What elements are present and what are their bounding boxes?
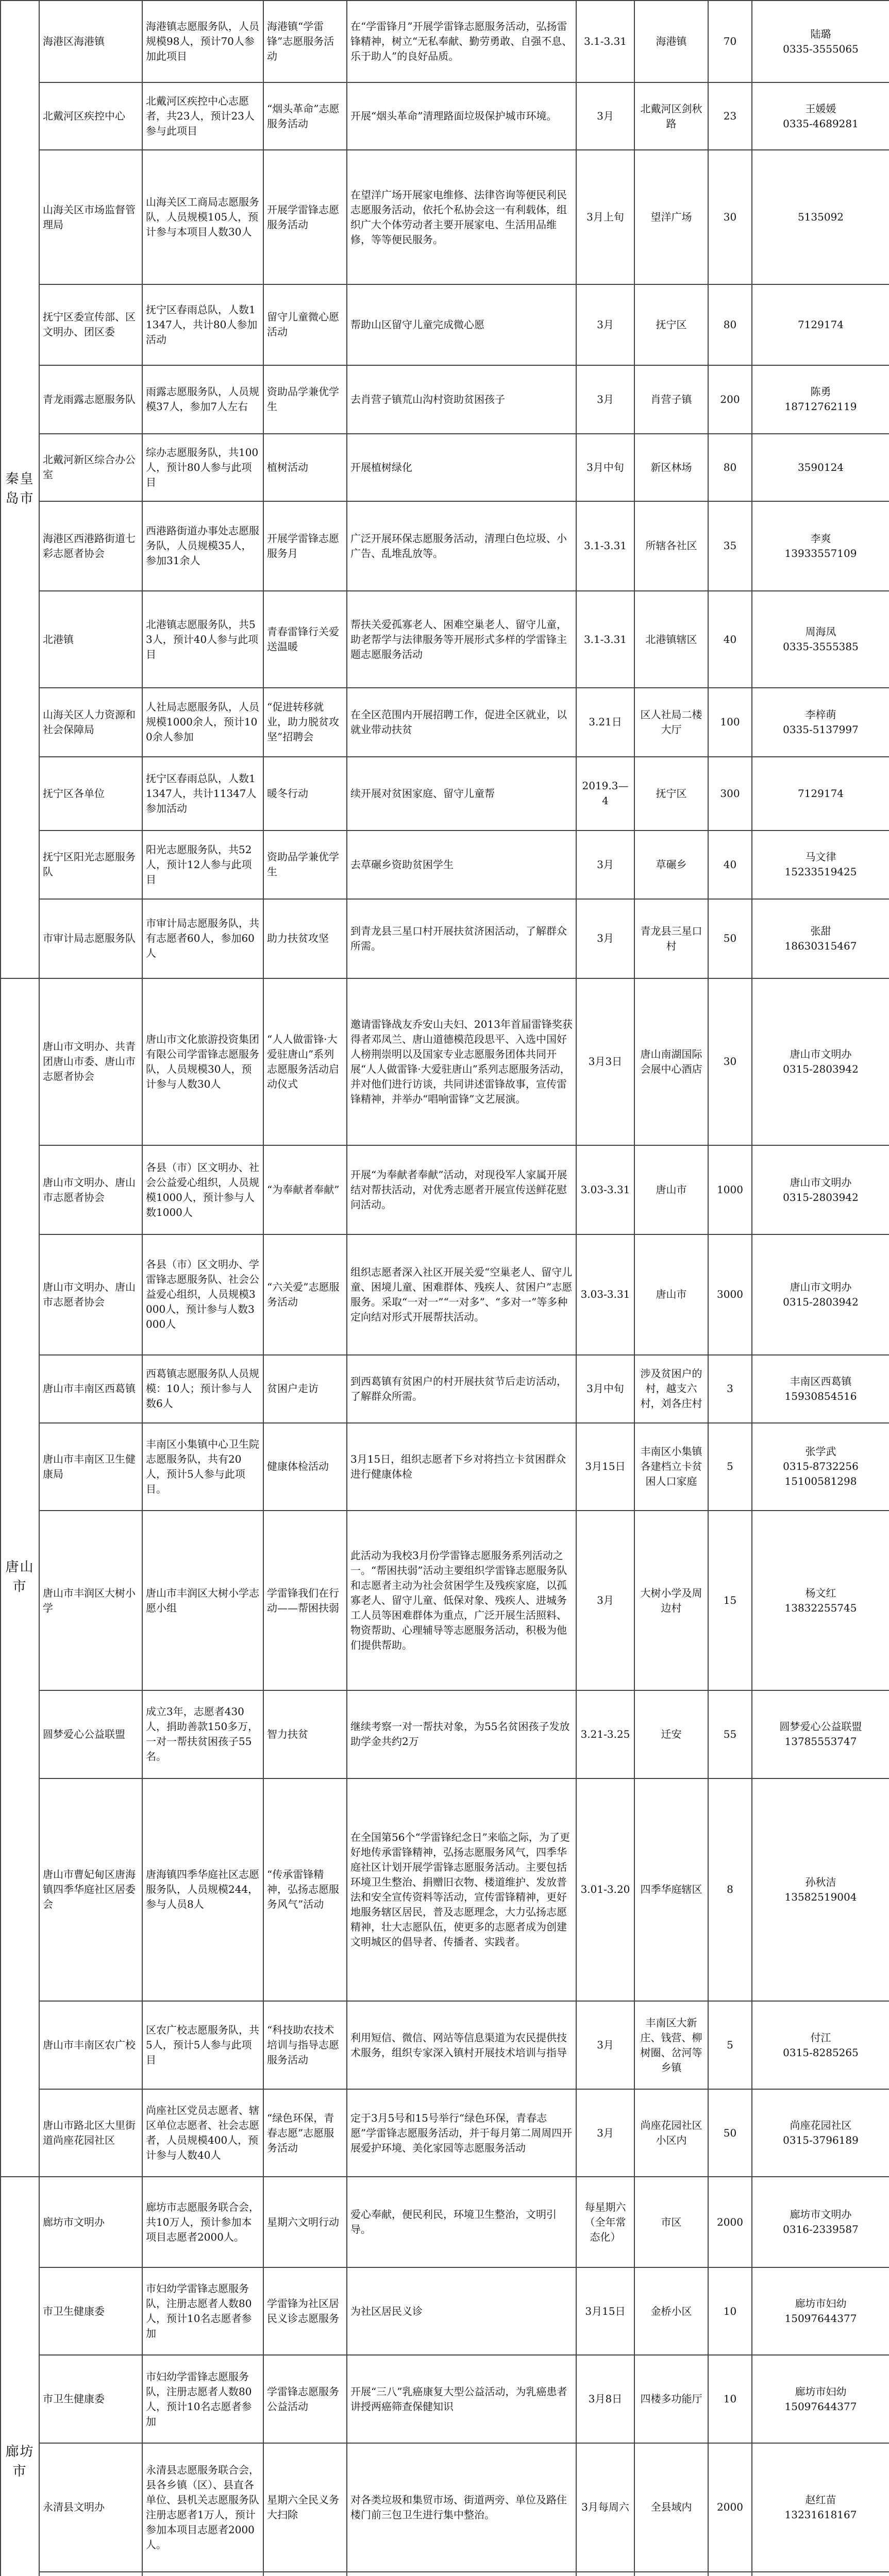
table-row xyxy=(1,1145,889,1234)
content-cell: 广泛开展环保志愿服务活动，清理白色垃圾、小广告、乱堆乱放等。 xyxy=(347,501,576,591)
contact-cell: 周海凤 0335-3555385 xyxy=(752,591,889,688)
time-cell: 3.03-3.31 xyxy=(576,1234,634,1355)
project-cell: “为奉献者奉献” xyxy=(263,1145,347,1234)
team-cell: 综办志愿服务队，共100人，预计80人参与此项目 xyxy=(142,434,263,501)
count-cell: 35 xyxy=(708,501,752,591)
time-cell: 3月 xyxy=(576,2001,634,2089)
table-row xyxy=(1,2443,889,2572)
content-cell: 开展植树绿化 xyxy=(347,434,576,501)
table-row xyxy=(1,2267,889,2355)
contact-cell: 杨文红 13832255745 xyxy=(752,1511,889,1690)
team-cell: 廊坊市志愿服务联合会，共10万人，预计参加本项目志愿者2000人。 xyxy=(142,2177,263,2267)
count-cell: 2000 xyxy=(708,2177,752,2267)
table-row xyxy=(1,1234,889,1355)
content-cell: 帮扶关爱孤寡老人、困难空巢老人、留守儿童，助老帮学与法律服务等开展形式多样的学雷锋主题志愿服务活动 xyxy=(347,591,576,688)
table-row xyxy=(1,978,889,1145)
count-cell: 5 xyxy=(708,1423,752,1511)
table-row xyxy=(1,150,889,284)
count-cell: 2000 xyxy=(708,2443,752,2572)
count-cell: 10 xyxy=(708,2355,752,2443)
content-cell: 爱心奉献，便民利民，环境卫生整治，文明引导。 xyxy=(347,2177,576,2267)
table-row xyxy=(1,82,889,150)
content-cell: 对各类垃圾和集贸市场、街道两旁、单位及路住楼门前三包卫生进行集中整治。 xyxy=(347,2443,576,2572)
count-cell: 50 xyxy=(708,2089,752,2177)
contact-cell: 唐山市文明办 0315-2803942 xyxy=(752,1145,889,1234)
content-cell: 定于3月5号和15号举行“绿色环保，青春志愿”学雷锋志愿服务活动，并于每月第二周周四开展爱护环境、美化家园等志愿服务活动 xyxy=(347,2089,576,2177)
contact-cell: 廊坊市妇幼 15097644377 xyxy=(752,2355,889,2443)
time-cell: 3月15日 xyxy=(576,1423,634,1511)
project-cell: 暖冬行动 xyxy=(263,757,347,831)
unit-cell: 圆梦爱心公益联盟 xyxy=(39,1690,142,1778)
place-cell: 丰南区大新庄、钱营、柳树圈、岔河等乡镇 xyxy=(634,2001,708,2089)
count-cell: 23 xyxy=(708,82,752,150)
city-cell: 秦皇岛市 xyxy=(1,1,39,978)
time-cell: 3月中旬 xyxy=(576,434,634,501)
place-cell: 唐山市 xyxy=(634,1234,708,1355)
count-cell: 40 xyxy=(708,831,752,899)
contact-cell: 尚座花园社区 0315-3796189 xyxy=(752,2089,889,2177)
time-cell: 3月 xyxy=(576,365,634,434)
table-row xyxy=(1,2001,889,2089)
project-cell: 开展学雷锋志愿服务月 xyxy=(263,501,347,591)
content-cell: 帮助山区留守儿童完成微心愿 xyxy=(347,284,576,365)
time-cell: 3月 xyxy=(576,284,634,365)
project-cell: 贫困户走访 xyxy=(263,1355,347,1423)
unit-cell: 廊坊市文明办 xyxy=(39,2177,142,2267)
project-cell: 学雷锋为社区居民义诊志愿服务 xyxy=(263,2267,347,2355)
table-row xyxy=(1,1690,889,1778)
team-cell: 阳光志愿服务队，共52人，预计12人参与此项目 xyxy=(142,831,263,899)
team-cell: 雨露志愿服务队，人员规模37人，参加7人左右 xyxy=(142,365,263,434)
count-cell: 200 xyxy=(708,365,752,434)
content-cell: 到青龙县三星口村开展扶贫济困活动，了解群众所需。 xyxy=(347,899,576,978)
time-cell: 3月8日 xyxy=(576,2355,634,2443)
unit-cell: 北港镇 xyxy=(39,591,142,688)
project-cell: 海港镇“学雷锋”志愿服务活动 xyxy=(263,1,347,82)
team-cell: 区农广校志愿服务队，共5人，预计5人参与此项目 xyxy=(142,2001,263,2089)
project-cell: “烟头革命”志愿服务活动 xyxy=(263,82,347,150)
time-cell: 3月 xyxy=(576,82,634,150)
table-row xyxy=(1,688,889,756)
project-cell: 助力扶贫攻坚 xyxy=(263,899,347,978)
place-cell: 青龙县三星口村 xyxy=(634,899,708,978)
count-cell: 80 xyxy=(708,284,752,365)
unit-cell: 唐山市文明办、唐山市志愿者协会 xyxy=(39,1234,142,1355)
content-cell: 此活动为我校3月份学雷锋志愿服务系列活动之一。“帮困扶弱”活动主要组织学雷锋志愿服务队和志愿者主动为社会贫困学生及残疾家庭，以孤寡老人、留守儿童、低保对象、残疾人、进城务工人员等困难群体为重点，广泛开展生活照料、物资帮助、心理辅导等志愿服务活动，积极为他们提供帮助。 xyxy=(347,1511,576,1690)
table-row xyxy=(1,365,889,434)
team-cell: 唐山市文化旅游投资集团有限公司学雷锋志愿服务队，人员规模30人，预计参与人数30人 xyxy=(142,978,263,1145)
count-cell: 10 xyxy=(708,2267,752,2355)
content-cell: 为社区居民义诊 xyxy=(347,2267,576,2355)
project-cell: 资助品学兼优学生 xyxy=(263,365,347,434)
table-row xyxy=(1,757,889,831)
contact-cell: 唐山市文明办 0315-2803942 xyxy=(752,978,889,1145)
contact-cell: 丰南区西葛镇 15930854516 xyxy=(752,1355,889,1423)
content-cell: 到西葛镇有贫困户的村开展扶贫节后走访活动，了解群众所需。 xyxy=(347,1355,576,1423)
unit-cell: 唐山市丰南区农广校 xyxy=(39,2001,142,2089)
project-cell: 留守儿童微心愿活动 xyxy=(263,284,347,365)
content-cell: 在望洋广场开展家电维修、法律咨询等便民利民志愿服务活动，依托个私协会这一有利载体，组织广大个体劳动者主要开展家电、生活用品维修，等等便民服务。 xyxy=(347,150,576,284)
place-cell: 唐山南湖国际会展中心酒店 xyxy=(634,978,708,1145)
project-cell: “促进转移就业，助力脱贫攻坚”招聘会 xyxy=(263,688,347,756)
count-cell: 1000 xyxy=(708,1145,752,1234)
time-cell: 3月 xyxy=(576,2089,634,2177)
unit-cell: 市卫生健康委 xyxy=(39,2355,142,2443)
count-cell: 55 xyxy=(708,1690,752,1778)
content-cell: 3月15日，组织志愿者下乡对将挡立卡贫困群众进行健康体检 xyxy=(347,1423,576,1511)
team-cell: 各县（市）区文明办、学雷锋志愿服务队、社会公益爱心组织，人员规模3000人，预计参与人数3000人 xyxy=(142,1234,263,1355)
contact-cell: 7129174 xyxy=(752,757,889,831)
content-cell: 开展“烟头革命”清理路面垃圾保护城市环境。 xyxy=(347,82,576,150)
project-cell: “绿色环保，青春志愿”志愿服务活动 xyxy=(263,2089,347,2177)
team-cell: 市妇幼学雷锋志愿服务队，注册志愿者人数80人，预计10名志愿者参加 xyxy=(142,2355,263,2443)
contact-cell: 5135092 xyxy=(752,150,889,284)
contact-cell: 王媛媛 0335-4689281 xyxy=(752,82,889,150)
content-cell: 组织志愿者深入社区开展关爱“空巢老人、留守儿童、困境儿童、困难群体、残疾人、贫困户”志愿服务。采取“一对一”“一对多”、“多对一”等多种定向结对形式开展帮扶活动。 xyxy=(347,1234,576,1355)
table-row xyxy=(1,2572,889,2576)
project-cell: 健康体检活动 xyxy=(263,1423,347,1511)
team-cell: 各县（市）区文明办、社会公益爱心组织，人员规模1000人，预计参与人数1000人 xyxy=(142,1145,263,1234)
place-cell: 市区 xyxy=(634,2177,708,2267)
time-cell: 3月 xyxy=(576,899,634,978)
table-row xyxy=(1,284,889,365)
team-cell: 抚宁区春雨总队，人数11347人，共计80人参加活动 xyxy=(142,284,263,365)
unit-cell: 抚宁区委宣传部、区文明办、团区委 xyxy=(39,284,142,365)
place-cell: 所辖各社区 xyxy=(634,501,708,591)
place-cell xyxy=(634,2572,708,2576)
time-cell: 3月上旬 xyxy=(576,150,634,284)
team-cell: 唐山市丰润区大树小学志愿小组 xyxy=(142,1511,263,1690)
project-cell: “六关爱”志愿服务活动 xyxy=(263,1234,347,1355)
place-cell: 全县域内 xyxy=(634,2443,708,2572)
table-row xyxy=(1,2089,889,2177)
team-cell: 北港镇志愿服务队，共53人，预计40人参与此项目 xyxy=(142,591,263,688)
contact-cell: 7129174 xyxy=(752,284,889,365)
place-cell: 四楼多功能厅 xyxy=(634,2355,708,2443)
content-cell: 在全国第56个“学雷锋纪念日”来临之际，为了更好地传承雷锋精神，弘扬志愿服务风气，四季华庭社区计划开展学雷锋志愿服务活动。主要包括环境卫生整治、捐赠旧衣物、楼道维护、发放普法和安全宣传资料等活动，宣传雷锋精神，更好地服务辖区居民，普及志愿理念，大力弘扬志愿精神，壮大志愿队伍，使更多的志愿者成为创建文明城区的倡导者、传播者、实践者。 xyxy=(347,1778,576,2002)
content-cell: 续开展对贫困家庭、留守儿童帮 xyxy=(347,757,576,831)
table-row xyxy=(1,1355,889,1423)
count-cell: 50 xyxy=(708,899,752,978)
unit-cell: 唐山市路北区大里街道尚座花园社区 xyxy=(39,2089,142,2177)
time-cell: 3.1-3.31 xyxy=(576,501,634,591)
place-cell: 区人社局二楼大厅 xyxy=(634,688,708,756)
time-cell xyxy=(576,2572,634,2576)
project-cell: 青春雷锋行关爱送温暖 xyxy=(263,591,347,688)
contact-cell: 张学武 0315-8732256 15100581298 xyxy=(752,1423,889,1511)
place-cell: 唐山市 xyxy=(634,1145,708,1234)
team-cell: 海港镇志愿服务队，人员规模98人，预计70人参加此项目 xyxy=(142,1,263,82)
unit-cell xyxy=(39,2572,142,2576)
project-cell: “人人做雷锋·大爱驻唐山”系列志愿服务活动启动仪式 xyxy=(263,978,347,1145)
place-cell: 新区林场 xyxy=(634,434,708,501)
time-cell: 3月3日 xyxy=(576,978,634,1145)
count-cell: 80 xyxy=(708,434,752,501)
place-cell: 涉及贫困户的村，越支六村，刘各庄村 xyxy=(634,1355,708,1423)
count-cell: 5 xyxy=(708,2001,752,2089)
team-cell: 抚宁区春雨总队，人数11347人，共计11347人参加活动 xyxy=(142,757,263,831)
city-cell: 廊坊市 xyxy=(1,2177,39,2576)
unit-cell: 唐山市文明办、共青团唐山市委、唐山市志愿者协会 xyxy=(39,978,142,1145)
unit-cell: 市卫生健康委 xyxy=(39,2267,142,2355)
team-cell: 永清县志愿服务联合会，县各乡镇（区）、县直各单位、县机关志愿服务队注册志愿者1万人，预计参加本项目志愿者2000人。 xyxy=(142,2443,263,2572)
unit-cell: 唐山市丰南区卫生健康局 xyxy=(39,1423,142,1511)
place-cell: 尚座花园社区小区内 xyxy=(634,2089,708,2177)
place-cell: 海港镇 xyxy=(634,1,708,82)
content-cell: 开展“三八”乳癌康复大型公益活动，为乳癌患者讲授两癌筛查保健知识 xyxy=(347,2355,576,2443)
team-cell: 市妇幼学雷锋志愿服务队，注册志愿者人数80人，预计10名志愿者参加 xyxy=(142,2267,263,2355)
team-cell: 西葛镇志愿服务队人员规模：10人；预计参与人数6人 xyxy=(142,1355,263,1423)
time-cell: 3.21日 xyxy=(576,688,634,756)
unit-cell: 北戴河区疾控中心 xyxy=(39,82,142,150)
content-cell xyxy=(347,2572,576,2576)
place-cell: 丰南区小集镇各建档立卡贫困人口家庭 xyxy=(634,1423,708,1511)
contact-cell: 张甜 18630315467 xyxy=(752,899,889,978)
table-row xyxy=(1,2355,889,2443)
count-cell: 100 xyxy=(708,688,752,756)
unit-cell: 山海关区人力资源和社会保障局 xyxy=(39,688,142,756)
content-cell: 开展“为奉献者奉献”活动，对现役军人家属开展结对帮扶活动，对优秀志愿者开展宣传送鲜花慰问活动。 xyxy=(347,1145,576,1234)
table-row xyxy=(1,591,889,688)
team-cell: 北戴河区疾控中心志愿者，共23人，预计23人参与此项目 xyxy=(142,82,263,150)
time-cell: 3月每周六 xyxy=(576,2443,634,2572)
contact-cell: 陈勇 18712762119 xyxy=(752,365,889,434)
team-cell: 尚座社区党员志愿者、辖区单位志愿者、社会志愿者，人员规模400人，预计参与人数40人 xyxy=(142,2089,263,2177)
time-cell: 3月 xyxy=(576,1511,634,1690)
unit-cell: 市审计局志愿服务队 xyxy=(39,899,142,978)
time-cell: 3月15日 xyxy=(576,2267,634,2355)
place-cell: 北戴河区剑秋路 xyxy=(634,82,708,150)
place-cell: 北港镇辖区 xyxy=(634,591,708,688)
team-cell xyxy=(142,2572,263,2576)
time-cell: 3.01-3.20 xyxy=(576,1778,634,2002)
table-row xyxy=(1,434,889,501)
content-cell: 在“学雷锋月”开展学雷锋志愿服务活动，弘扬雷锋精神，树立“无私奉献、勤劳勇敢、自强不息、乐于助人”的良好品质。 xyxy=(347,1,576,82)
contact-cell: 陆璐 0335-3555065 xyxy=(752,1,889,82)
table-row xyxy=(1,831,889,899)
project-cell: 开展学雷锋志愿服务活动 xyxy=(263,150,347,284)
project-cell: 智力扶贫 xyxy=(263,1690,347,1778)
count-cell: 3000 xyxy=(708,1234,752,1355)
contact-cell: 赵红苗 13231618167 xyxy=(752,2443,889,2572)
team-cell: 丰南区小集镇中心卫生院志愿服务队，共有20人，预计5人参与此项目。 xyxy=(142,1423,263,1511)
unit-cell: 山海关区市场监督管理局 xyxy=(39,150,142,284)
contact-cell: 马文律 15233519425 xyxy=(752,831,889,899)
table-row xyxy=(1,2177,889,2267)
table-row xyxy=(1,1511,889,1690)
project-cell: 植树活动 xyxy=(263,434,347,501)
table-row xyxy=(1,501,889,591)
content-cell: 邀请雷锋战友乔安山夫妇、2013年首届雷锋奖获得者邓凤兰、唐山道德模范段思平、入选中国好人榜荆崇明以及国家专业志愿服务团体共同开展“人人做雷锋·大爱驻唐山”系列志愿服务活动，并对他们进行访谈，共同讲述雷锋故事，宣传雷锋精神，并举办“唱响雷锋”文艺展演。 xyxy=(347,978,576,1145)
project-cell: 星期六全民义务大扫除 xyxy=(263,2443,347,2572)
contact-cell: 李爽 13933557109 xyxy=(752,501,889,591)
unit-cell: 抚宁区阳光志愿服务队 xyxy=(39,831,142,899)
time-cell: 每星期六（全年常态化） xyxy=(576,2177,634,2267)
project-cell: 学雷锋我们在行动——帮困扶弱 xyxy=(263,1511,347,1690)
team-cell: 成立3年，志愿者430人，捐助善款150多万，一对一帮扶贫困孩子55名。 xyxy=(142,1690,263,1778)
time-cell: 3.21-3.25 xyxy=(576,1690,634,1778)
count-cell: 15 xyxy=(708,1511,752,1690)
project-cell xyxy=(263,2572,347,2576)
count-cell: 8 xyxy=(708,1778,752,2002)
city-cell: 唐山市 xyxy=(1,978,39,2177)
team-cell: 山海关区工商局志愿服务队，人员规模105人，预计参与本项目人数30人 xyxy=(142,150,263,284)
project-cell: “传承雷锋精神，弘扬志愿服务风气”活动 xyxy=(263,1778,347,2002)
project-cell: 资助品学兼优学生 xyxy=(263,831,347,899)
place-cell: 金桥小区 xyxy=(634,2267,708,2355)
time-cell: 3.1-3.31 xyxy=(576,1,634,82)
content-cell: 继续考察一对一帮扶对象，为55名贫困孩子发放助学金共约2万 xyxy=(347,1690,576,1778)
project-cell: 学雷锋志愿服务公益活动 xyxy=(263,2355,347,2443)
count-cell: 40 xyxy=(708,591,752,688)
unit-cell: 青龙雨露志愿服务队 xyxy=(39,365,142,434)
unit-cell: 海港区西港路街道七彩志愿者协会 xyxy=(39,501,142,591)
place-cell: 望洋广场 xyxy=(634,150,708,284)
contact-cell: 圆梦爱心公益联盟 13785553747 xyxy=(752,1690,889,1778)
time-cell: 3月 xyxy=(576,831,634,899)
unit-cell: 北戴河新区综合办公室 xyxy=(39,434,142,501)
contact-cell: 李梓萌 0335-5137997 xyxy=(752,688,889,756)
count-cell xyxy=(708,2572,752,2576)
project-cell: “科技助农技术培训与指导志愿服务活动 xyxy=(263,2001,347,2089)
count-cell: 70 xyxy=(708,1,752,82)
place-cell: 草碾乡 xyxy=(634,831,708,899)
team-cell: 唐海镇四季华庭社区志愿服务队，人员规模244，参与人员8人 xyxy=(142,1778,263,2002)
content-cell: 在全区范围内开展招聘工作，促进全区就业，以就业带动扶贫 xyxy=(347,688,576,756)
unit-cell: 唐山市曹妃甸区唐海镇四季华庭社区居委会 xyxy=(39,1778,142,2002)
contact-cell: 廊坊市文明办 0316-2339587 xyxy=(752,2177,889,2267)
contact-cell: 廊坊市妇幼 15097644377 xyxy=(752,2267,889,2355)
table-row xyxy=(1,1778,889,2002)
place-cell: 肖营子镇 xyxy=(634,365,708,434)
contact-cell: 唐山市文明办 0315-2803942 xyxy=(752,1234,889,1355)
team-cell: 西港路街道办事处志愿服务队，人员规模35人，参加31余人 xyxy=(142,501,263,591)
unit-cell: 唐山市丰润区大树小学 xyxy=(39,1511,142,1690)
project-cell: 星期六文明行动 xyxy=(263,2177,347,2267)
time-cell: 3.03-3.31 xyxy=(576,1145,634,1234)
place-cell: 抚宁区 xyxy=(634,757,708,831)
team-cell: 人社局志愿服务队，人员规模1000余人，预计100余人参加 xyxy=(142,688,263,756)
content-cell: 去肖营子镇荒山沟村资助贫困孩子 xyxy=(347,365,576,434)
count-cell: 30 xyxy=(708,150,752,284)
time-cell: 2019.3—4 xyxy=(576,757,634,831)
table-row xyxy=(1,899,889,978)
unit-cell: 海港区海港镇 xyxy=(39,1,142,82)
place-cell: 迁安 xyxy=(634,1690,708,1778)
contact-cell xyxy=(752,2572,889,2576)
table-row xyxy=(1,1423,889,1511)
place-cell: 抚宁区 xyxy=(634,284,708,365)
count-cell: 300 xyxy=(708,757,752,831)
contact-cell: 付江 0315-8285265 xyxy=(752,2001,889,2089)
unit-cell: 唐山市丰南区西葛镇 xyxy=(39,1355,142,1423)
time-cell: 3.1-3.31 xyxy=(576,591,634,688)
contact-cell: 3590124 xyxy=(752,434,889,501)
place-cell: 四季华庭辖区 xyxy=(634,1778,708,2002)
content-cell: 利用短信、微信、网站等信息渠道为农民提供技术服务，组织专家深入镇村开展技术培训与指导 xyxy=(347,2001,576,2089)
contact-cell: 孙秋洁 13582519004 xyxy=(752,1778,889,2002)
count-cell: 3 xyxy=(708,1355,752,1423)
place-cell: 大树小学及周边村 xyxy=(634,1511,708,1690)
unit-cell: 永清县文明办 xyxy=(39,2443,142,2572)
time-cell: 3月中旬 xyxy=(576,1355,634,1423)
content-cell: 去草碾乡资助贫困学生 xyxy=(347,831,576,899)
team-cell: 市审计局志愿服务队，共有志愿者60人，参加60人 xyxy=(142,899,263,978)
table-row xyxy=(1,1,889,82)
unit-cell: 唐山市文明办、唐山市志愿者协会 xyxy=(39,1145,142,1234)
count-cell: 30 xyxy=(708,978,752,1145)
unit-cell: 抚宁区各单位 xyxy=(39,757,142,831)
